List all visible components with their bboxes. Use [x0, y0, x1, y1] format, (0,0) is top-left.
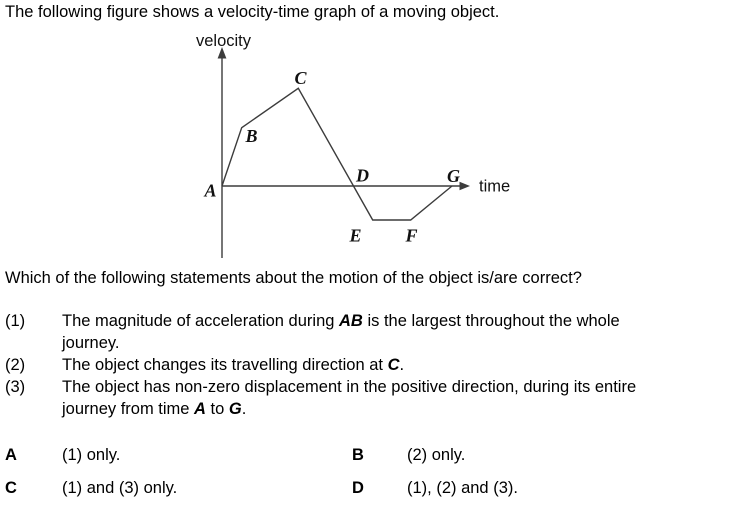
y-axis-label: velocity: [196, 32, 252, 50]
question-text: Which of the following statements about the motion of the object is/are correct?: [5, 269, 582, 287]
point-label-e: E: [349, 225, 362, 246]
velocity-time-graph: [150, 28, 530, 268]
option-c-text: (1) and (3) only.: [62, 479, 178, 497]
point-label-a: A: [204, 180, 217, 201]
statement-1-line-2: journey.: [62, 334, 120, 352]
statement-3-line-1: The object has non-zero displacement in the positive direction, during its entire: [62, 378, 637, 396]
point-label-d: D: [356, 165, 369, 186]
option-a-label: A: [5, 446, 17, 464]
statement-3: [0, 376, 740, 420]
statement-2-number: (2): [5, 356, 26, 374]
statement-1-line-1: The magnitude of acceleration during AB is the largest throughout the whole: [62, 312, 620, 330]
statement-3-number: (3): [5, 378, 26, 396]
option-b-text: (2) only.: [407, 446, 466, 464]
option-d-label: D: [352, 479, 364, 497]
velocity-curve: [222, 88, 452, 220]
statement-2-line-1: The object changes its travelling direction at C.: [62, 356, 405, 374]
point-label-c: C: [294, 68, 307, 88]
statement-2: [0, 354, 740, 376]
statement-1-number: (1): [5, 312, 26, 330]
statements-list: [0, 310, 740, 420]
point-label-b: B: [245, 126, 258, 146]
option-a-text: (1) only.: [62, 446, 121, 464]
page-title: The following figure shows a velocity-time graph of a moving object.: [5, 3, 500, 21]
option-c-label: C: [5, 479, 17, 497]
option-d-text: (1), (2) and (3).: [407, 479, 518, 497]
statement-1: [0, 310, 740, 354]
x-axis-arrowhead: [460, 182, 471, 191]
x-axis-label: time: [479, 177, 511, 196]
point-label-f: F: [405, 225, 418, 246]
point-label-g: G: [447, 166, 460, 186]
statement-3-line-2: journey from time A to G.: [62, 400, 247, 418]
option-b-label: B: [352, 446, 364, 464]
